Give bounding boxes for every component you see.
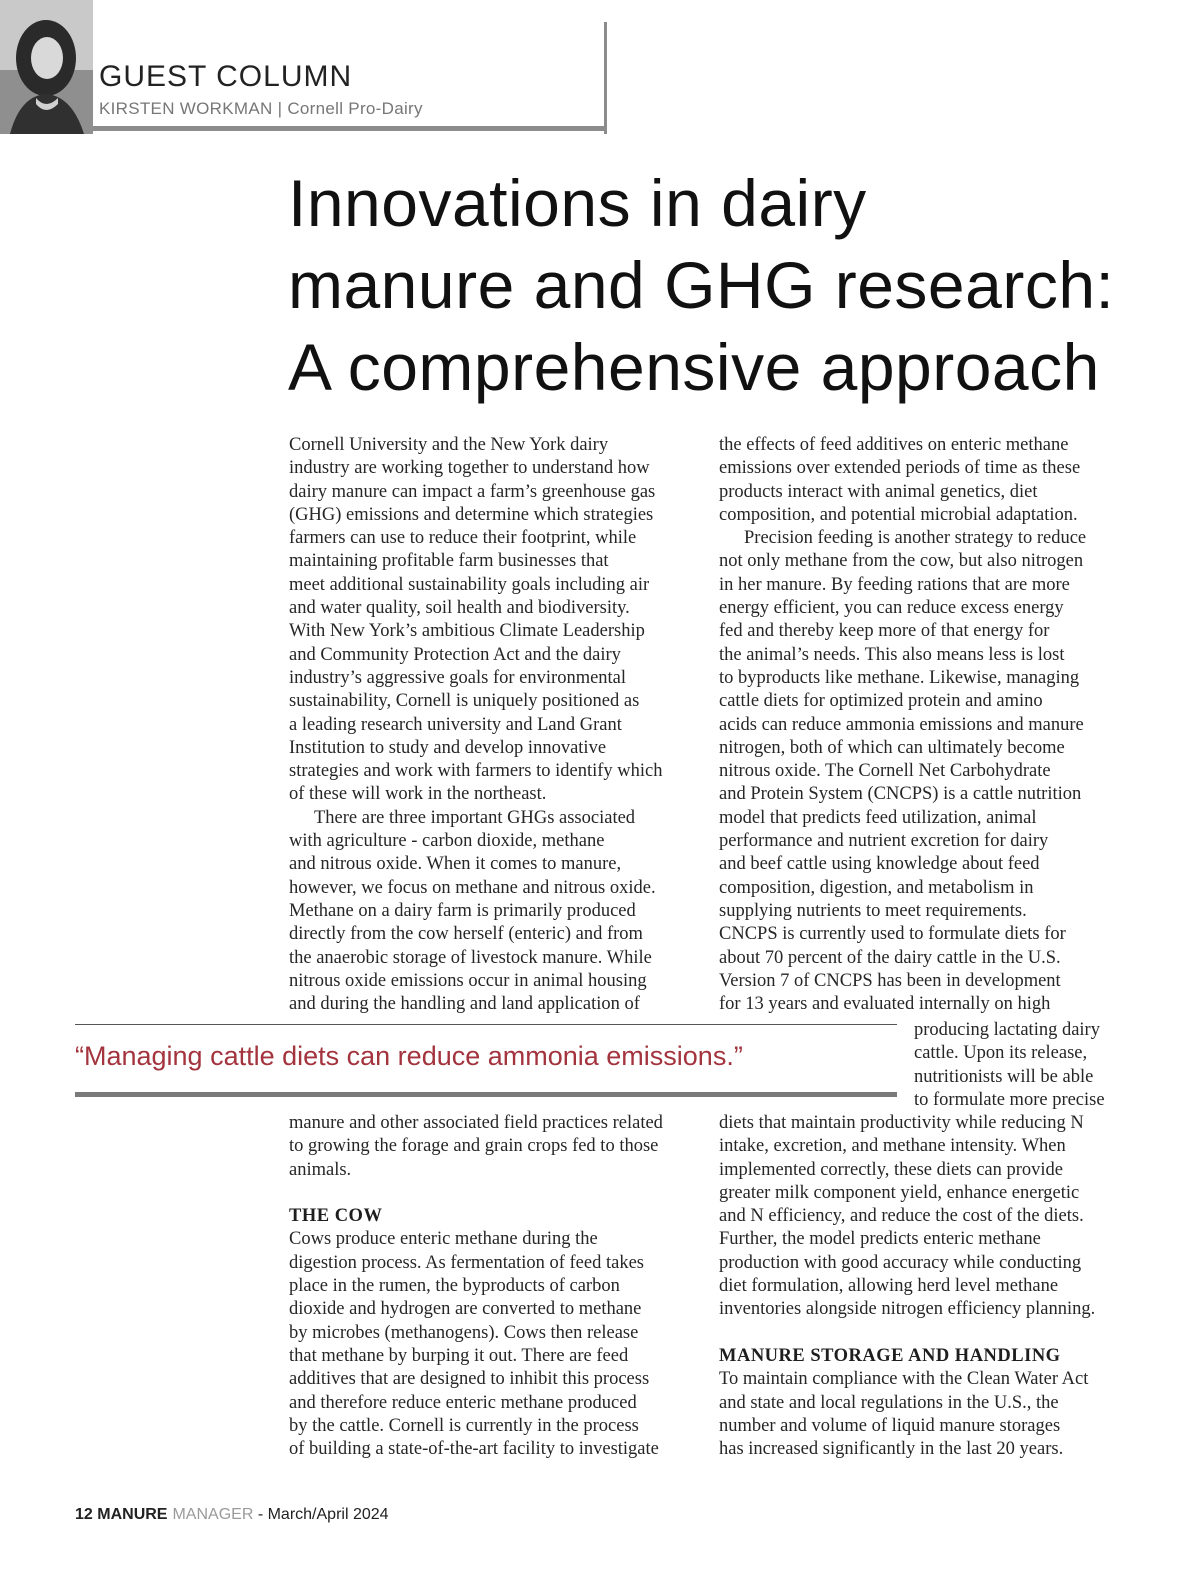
paragraph-ghgs-continued bbox=[289, 1112, 663, 1182]
paragraph-intro bbox=[289, 434, 663, 807]
text-line: performance and nutrient excretion for dairy bbox=[719, 831, 1049, 852]
paragraph-cncps-continued bbox=[719, 1112, 1095, 1322]
text-line: farmers can use to reduce their footprint, while bbox=[289, 528, 637, 549]
text-line: and nitrous oxide. When it comes to manure, bbox=[289, 854, 622, 875]
text-line: number and volume of liquid manure storages bbox=[719, 1415, 1061, 1436]
text-line: To maintain compliance with the Clean Water Act bbox=[719, 1369, 1089, 1390]
text-line: nitrous oxide emissions occur in animal housing bbox=[289, 970, 647, 991]
paragraph-manure-storage bbox=[719, 1368, 1095, 1461]
column-header bbox=[0, 0, 606, 134]
text-line: nutritionists will be able bbox=[914, 1066, 1094, 1087]
subhead-manure-storage: MANURE STORAGE AND HANDLING bbox=[719, 1345, 1061, 1366]
text-line: energy efficient, you can reduce excess energy bbox=[719, 598, 1064, 619]
text-line: greater milk component yield, enhance energetic bbox=[719, 1182, 1080, 1203]
text-line: by microbes (methanogens). Cows then release bbox=[289, 1322, 639, 1343]
text-line: for 13 years and evaluated internally on high bbox=[719, 994, 1051, 1015]
subhead-the-cow: THE COW bbox=[289, 1206, 383, 1227]
text-line: the effects of feed additives on enteric methane bbox=[719, 435, 1069, 455]
text-line: of building a state-of-the-art facility to investigate bbox=[289, 1439, 659, 1460]
text-line: to growing the forage and grain crops fed to those bbox=[289, 1136, 659, 1157]
text-line: sustainability, Cornell is uniquely positioned as bbox=[289, 691, 640, 712]
text-line: Institution to study and develop innovative bbox=[289, 737, 607, 758]
text-line: however, we focus on methane and nitrous oxide. bbox=[289, 877, 656, 898]
text-line: Version 7 of CNCPS has been in development bbox=[719, 970, 1061, 991]
text-line: composition, digestion, and metabolism in bbox=[719, 877, 1034, 898]
text-line: (GHG) emissions and determine which strategies bbox=[289, 504, 654, 525]
text-line: not only methane from the cow, but also nitrogen bbox=[719, 551, 1084, 572]
pull-quote-rule-top bbox=[75, 1024, 897, 1025]
headline-line: manure and GHG research: bbox=[288, 248, 1115, 322]
text-line: and water quality, soil health and biodiversity. bbox=[289, 598, 630, 619]
text-line: diets that maintain productivity while reducing N bbox=[719, 1113, 1084, 1133]
text-line: and N efficiency, and reduce the cost of the diets. bbox=[719, 1206, 1084, 1227]
text-line: model that predicts feed utilization, animal bbox=[719, 807, 1037, 828]
headline-line: Innovations in dairy bbox=[288, 166, 867, 240]
text-line: cattle diets for optimized protein and amino bbox=[719, 691, 1043, 712]
right-column-bottom bbox=[719, 1112, 1095, 1461]
text-line: and during the handling and land application of bbox=[289, 994, 640, 1015]
text-line: maintaining profitable farm businesses that bbox=[289, 551, 609, 572]
text-line: and therefore reduce enteric methane produced bbox=[289, 1392, 637, 1413]
text-line: industry’s aggressive goals for environmental bbox=[289, 667, 627, 688]
text-line: additives that are designed to inhibit this process bbox=[289, 1369, 650, 1390]
text-line: strategies and work with farmers to identify which bbox=[289, 761, 663, 782]
text-line: by the cattle. Cornell is currently in the process bbox=[289, 1415, 639, 1436]
text-line: products interact with animal genetics, diet bbox=[719, 481, 1038, 502]
page-footer bbox=[75, 1506, 389, 1524]
text-line: and Community Protection Act and the dairy bbox=[289, 644, 621, 665]
author-photo bbox=[0, 0, 93, 134]
left-column-top bbox=[289, 434, 663, 1016]
text-line: of these will work in the northeast. bbox=[289, 784, 547, 805]
author-byline: KIRSTEN WORKMAN | Cornell Pro-Dairy bbox=[99, 99, 423, 118]
text-line: animals. bbox=[289, 1159, 352, 1180]
text-line: Methane on a dairy farm is primarily produced bbox=[289, 900, 636, 921]
text-line: about 70 percent of the dairy cattle in the U.S. bbox=[719, 947, 1061, 968]
text-line: industry are working together to understand how bbox=[289, 458, 650, 479]
article-headline bbox=[288, 162, 1168, 408]
text-line: production with good accuracy while conducting bbox=[719, 1252, 1082, 1273]
header-rule-bottom bbox=[93, 126, 607, 131]
text-line: Precision feeding is another strategy to reduce bbox=[744, 528, 1087, 549]
text-line: Cows produce enteric methane during the bbox=[289, 1229, 598, 1250]
text-line: nitrogen, both of which can ultimately become bbox=[719, 737, 1065, 758]
text-line: the anaerobic storage of livestock manure. While bbox=[289, 947, 652, 968]
text-line: place in the rumen, the byproducts of carbon bbox=[289, 1276, 620, 1297]
column-label: GUEST COLUMN bbox=[99, 60, 353, 93]
text-line: inventories alongside nitrogen efficiency planning. bbox=[719, 1299, 1096, 1320]
pull-quote: “Managing cattle diets can reduce ammonia emissions.” bbox=[75, 1041, 743, 1071]
text-line: a leading research university and Land Grant bbox=[289, 714, 622, 735]
paragraph-feed-additives bbox=[719, 434, 1086, 527]
text-line: CNCPS is currently used to formulate diets for bbox=[719, 924, 1066, 945]
text-line: dioxide and hydrogen are converted to methane bbox=[289, 1299, 642, 1320]
issue-date: - March/April 2024 bbox=[253, 1506, 389, 1523]
headline-line: A comprehensive approach bbox=[288, 330, 1100, 404]
text-line: the animal’s needs. This also means less is lost bbox=[719, 644, 1065, 665]
text-line: intake, excretion, and methane intensity. When bbox=[719, 1136, 1066, 1157]
text-line: composition, and potential microbial adaptation. bbox=[719, 504, 1078, 525]
pull-quote-rule-bottom bbox=[75, 1092, 897, 1097]
text-line: nitrous oxide. The Cornell Net Carbohydrate bbox=[719, 761, 1051, 782]
text-line: cattle. Upon its release, bbox=[914, 1043, 1088, 1064]
text-line: producing lactating dairy bbox=[914, 1020, 1100, 1040]
text-line: With New York’s ambitious Climate Leadership bbox=[289, 621, 645, 642]
text-line: digestion process. As fermentation of feed takes bbox=[289, 1252, 644, 1273]
paragraph-ghgs bbox=[289, 807, 663, 1017]
page-number: 12 bbox=[75, 1506, 93, 1523]
text-line: Further, the model predicts enteric methane bbox=[719, 1229, 1041, 1250]
right-column-top bbox=[719, 434, 1086, 1016]
text-line: diet formulation, allowing herd level methane bbox=[719, 1276, 1059, 1297]
text-line: emissions over extended periods of time as these bbox=[719, 458, 1081, 479]
left-column-bottom bbox=[289, 1112, 663, 1461]
text-line: supplying nutrients to meet requirements. bbox=[719, 900, 1027, 921]
text-line: manure and other associated field practices related bbox=[289, 1113, 663, 1133]
text-line: fed and thereby keep more of that energy for bbox=[719, 621, 1050, 642]
text-line: acids can reduce ammonia emissions and manure bbox=[719, 714, 1084, 735]
text-line: and Protein System (CNCPS) is a cattle nutrition bbox=[719, 784, 1082, 805]
text-line: has increased significantly in the last 20 years. bbox=[719, 1439, 1064, 1460]
text-line: meet additional sustainability goals including air bbox=[289, 574, 650, 595]
text-line: and state and local regulations in the U.S., the bbox=[719, 1392, 1059, 1413]
text-line: that methane by burping it out. There are feed bbox=[289, 1345, 629, 1366]
text-line: in her manure. By feeding rations that are more bbox=[719, 574, 1070, 595]
text-line: implemented correctly, these diets can provide bbox=[719, 1159, 1064, 1180]
text-line: to byproducts like methane. Likewise, managing bbox=[719, 667, 1080, 688]
text-line: There are three important GHGs associated bbox=[314, 807, 636, 828]
text-line: and beef cattle using knowledge about feed bbox=[719, 854, 1040, 875]
right-column-narrow bbox=[914, 1019, 1105, 1112]
text-line: to formulate more precise bbox=[914, 1089, 1105, 1110]
header-rule-right bbox=[604, 22, 607, 134]
paragraph-precision-feeding bbox=[719, 527, 1086, 1016]
publication-name-bold: MANURE bbox=[97, 1506, 168, 1523]
publication-name-light: MANAGER bbox=[172, 1506, 254, 1523]
text-line: dairy manure can impact a farm’s greenhouse gas bbox=[289, 481, 656, 502]
text-line: directly from the cow herself (enteric) and from bbox=[289, 924, 643, 945]
paragraph-the-cow bbox=[289, 1228, 663, 1461]
text-line: Cornell University and the New York dairy bbox=[289, 435, 609, 455]
text-line: with agriculture - carbon dioxide, methane bbox=[289, 831, 605, 852]
